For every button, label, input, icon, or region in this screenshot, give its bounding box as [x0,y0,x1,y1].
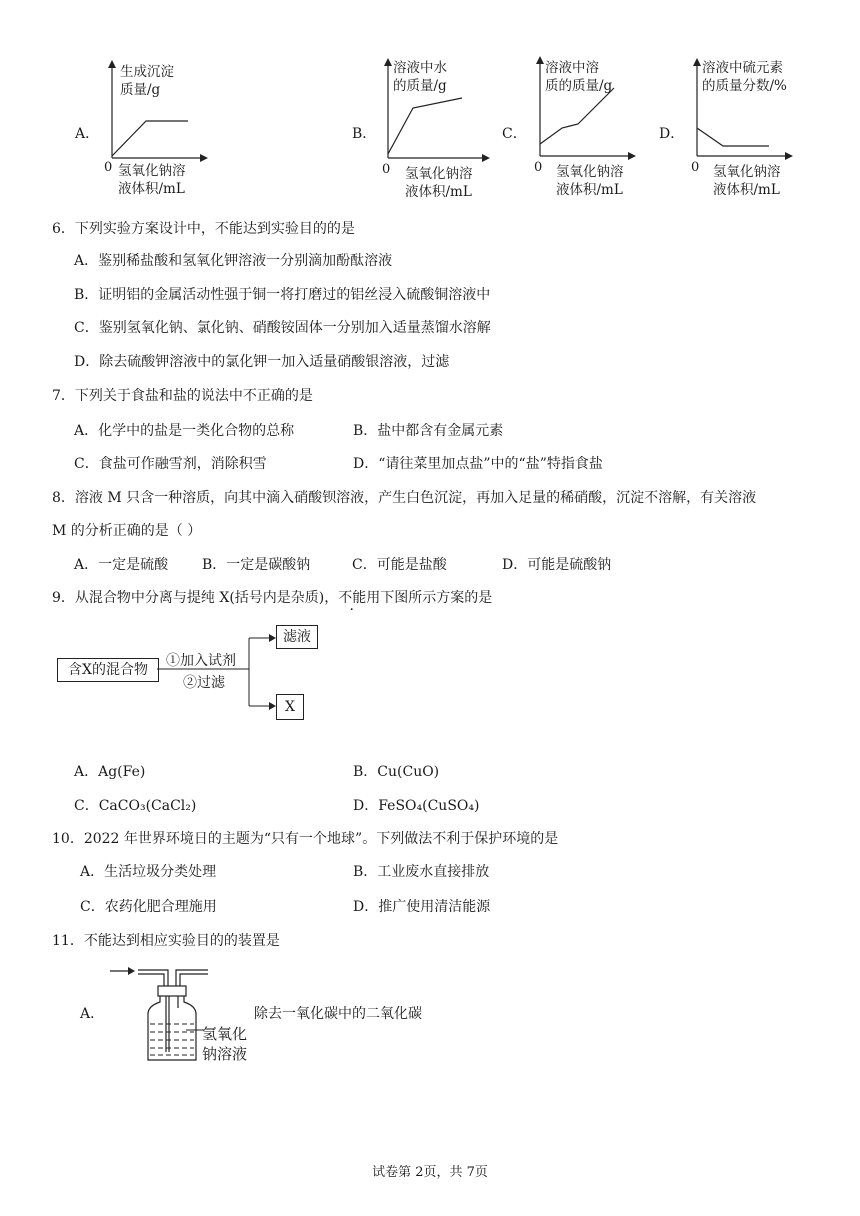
question-stem: 6．下列实验方案设计中，不能达到实验目的的是 [52,221,355,237]
question-stem: 7．下列关于食盐和盐的说法中不正确的是 [52,388,313,404]
y-axis-label: 的质量/g [393,78,447,94]
question-stem: 8．溶液 M 只含一种溶质，向其中滴入硝酸钡溶液，产生白色沉淀，再加入足量的稀硝酸，沉淀不溶解，有关溶液 [52,490,757,506]
flow-start-box: 含X的混合物 [57,658,159,682]
origin-label: 0 [534,160,543,175]
option-d: D．FeSO₄(CuSO₄) [353,798,480,814]
x-axis-label: 液体积/mL [118,181,185,197]
question-stem [52,588,492,608]
graph-b-plot [376,58,496,168]
option-b: B．一定是碳酸钠 [202,557,311,573]
option-c: C．可能是盐酸 [352,557,447,573]
graph-d-plot [685,58,795,168]
x-axis-label: 液体积/mL [405,184,472,200]
emphasis-text: 不能 [338,590,367,606]
option-d: D．可能是硫酸钠 [502,557,612,573]
option-a: A．Ag(Fe) [74,764,146,780]
option-d: D．推广使用清洁能源 [353,899,491,915]
y-axis-label: 溶液中溶 [545,60,599,76]
flow-arrows [157,630,287,730]
option-letter: C． [502,126,527,142]
option-c: C．鉴别氢氧化钠、氯化钠、硝酸铵固体一分别加入适量蒸馏水溶解 [74,320,491,336]
x-axis-label: 液体积/mL [556,182,623,198]
origin-label: 0 [382,162,391,177]
option-b: B．盐中都含有金属元素 [353,423,504,439]
origin-label: 0 [691,160,700,175]
option-b: B．证明铝的金属活动性强于铜一将打磨过的铝丝浸入硫酸铜溶液中 [74,287,491,303]
bottle-label: 钠溶液 [202,1045,248,1063]
x-axis-label: 液体积/mL [713,182,780,198]
flow-step-2: ②过滤 [183,675,225,691]
question-stem: 11．不能达到相应实验目的的装置是 [52,933,280,949]
option-letter: B． [352,126,377,142]
option-a: A．生活垃圾分类处理 [80,864,217,880]
bottle-label: 氢氧化 [202,1025,248,1043]
option-a: A．鉴别稀盐酸和氢氧化钾溶液一分别滴加酚酞溶液 [74,253,393,269]
option-d: D．除去硫酸钾溶液中的氯化钾一加入适量硝酸银溶液，过滤 [74,354,450,370]
flow-output-filtrate: 滤液 [276,625,318,649]
option-c: C．食盐可作融雪剂，消除积雪 [74,456,267,472]
origin-label: 0 [104,160,113,175]
graph-a-plot [100,60,210,170]
y-axis-label: 质量/g [120,82,161,98]
option-b: B．Cu(CuO) [353,764,440,780]
y-axis-label: 生成沉淀 [120,64,174,80]
y-axis-label: 溶液中水 [393,60,447,76]
option-text: 除去一氧化碳中的二氧化碳 [254,1006,422,1022]
option-c: C．CaCO₃(CaCl₂) [74,798,197,814]
stem-part: 9．从混合物中分离与提纯 X(括号内是杂质)， [52,590,339,606]
option-a: A．一定是硫酸 [74,557,169,573]
x-axis-label: 氢氧化钠溶 [405,166,473,182]
gas-wash-bottle-diagram [108,962,208,1072]
y-axis-label: 质的质量/g [545,78,613,94]
x-axis-label: 氢氧化钠溶 [118,163,186,179]
option-letter: A． [75,126,100,142]
x-axis-label: 氢氧化钠溶 [713,164,781,180]
flow-output-x: X [276,694,304,720]
page-footer: 试卷第 2页，共 7页 [372,1165,488,1180]
question-stem: 10．2022 年世界环境日的主题为“只有一个地球”。下列做法不利于保护环境的是 [52,831,559,847]
option-letter: A． [80,1006,105,1022]
question-stem-cont: M 的分析正确的是（ ） [52,523,202,539]
y-axis-label: 的质量分数/% [702,78,787,94]
option-a: A．化学中的盐是一类化合物的总称 [74,423,295,439]
option-d: D．“请往菜里加点盐”中的“盐”特指食盐 [353,456,603,472]
x-axis-label: 氢氧化钠溶 [556,164,624,180]
flow-step-1: ①加入试剂 [166,653,236,669]
option-letter: D． [659,126,685,142]
y-axis-label: 溶液中硫元素 [702,60,783,76]
option-b: B．工业废水直接排放 [353,864,490,880]
graph-c-plot [528,56,638,166]
stem-part: 用下图所示方案的是 [366,590,493,606]
option-c: C．农药化肥合理施用 [80,899,217,915]
